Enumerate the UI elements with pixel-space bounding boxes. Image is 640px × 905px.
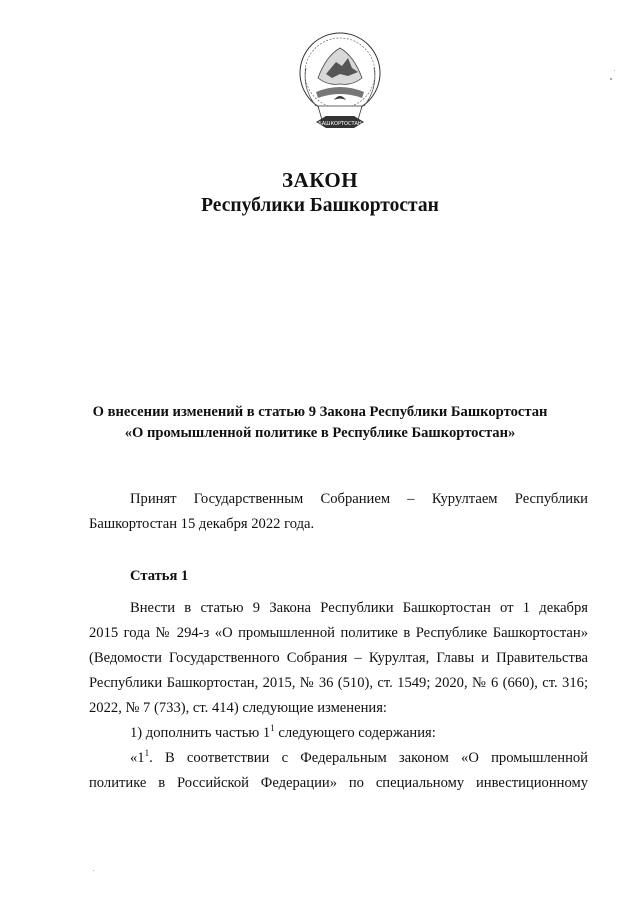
quote-line-1 xyxy=(89,746,588,771)
item-1-line xyxy=(89,721,588,746)
item-1-text: 1) дополнить частью 1 xyxy=(130,725,271,741)
coat-of-arms-emblem xyxy=(296,28,384,138)
law-title: ЗАКОН xyxy=(281,168,359,192)
scan-speck xyxy=(614,70,615,71)
scan-speck xyxy=(610,78,612,80)
quote-line-2: политике в Российской Федерации» по специальному инвестиционному xyxy=(89,775,588,791)
article-text-line: 2022, № 7 (733), ст. 414) следующие изменения: xyxy=(89,700,387,716)
scan-speck xyxy=(93,870,94,871)
quote-text: . В соответствии с Федеральным законом «О промышленной xyxy=(149,750,588,766)
article-text-line: 2015 года № 294-з «О промышленной политике в Республике Башкортостан» xyxy=(89,625,588,641)
article-text-line: (Ведомости Государственного Собрания – Курултая, Главы и Правительства xyxy=(89,650,588,666)
quote-open: «1 xyxy=(130,750,145,766)
law-subject-line-2: «О промышленной политике в Республике Башкортостан» xyxy=(124,425,516,441)
adoption-line-2: Башкортостан 15 декабря 2022 года. xyxy=(89,516,315,532)
article-text-line: Республики Башкортостан, 2015, № 36 (510), ст. 1549; 2020, № 6 (660), ст. 316; xyxy=(89,675,588,691)
superscript: 1 xyxy=(270,723,275,733)
adoption-line-1: Принят Государственным Собранием – Курултаем Республики xyxy=(130,491,588,507)
emblem-ribbon-text: БАШКОРТОСТАН xyxy=(318,121,362,127)
item-1-text-rest: следующего содержания: xyxy=(274,725,436,741)
law-subject-line-1: О внесении изменений в статью 9 Закона Республики Башкортостан xyxy=(92,404,548,420)
republic-name: Республики Башкортостан xyxy=(201,195,439,216)
article-text-line: Внести в статью 9 Закона Республики Башкортостан от 1 декабря xyxy=(130,600,588,616)
superscript: 1 xyxy=(144,748,150,758)
article-heading: Статья 1 xyxy=(130,568,189,584)
